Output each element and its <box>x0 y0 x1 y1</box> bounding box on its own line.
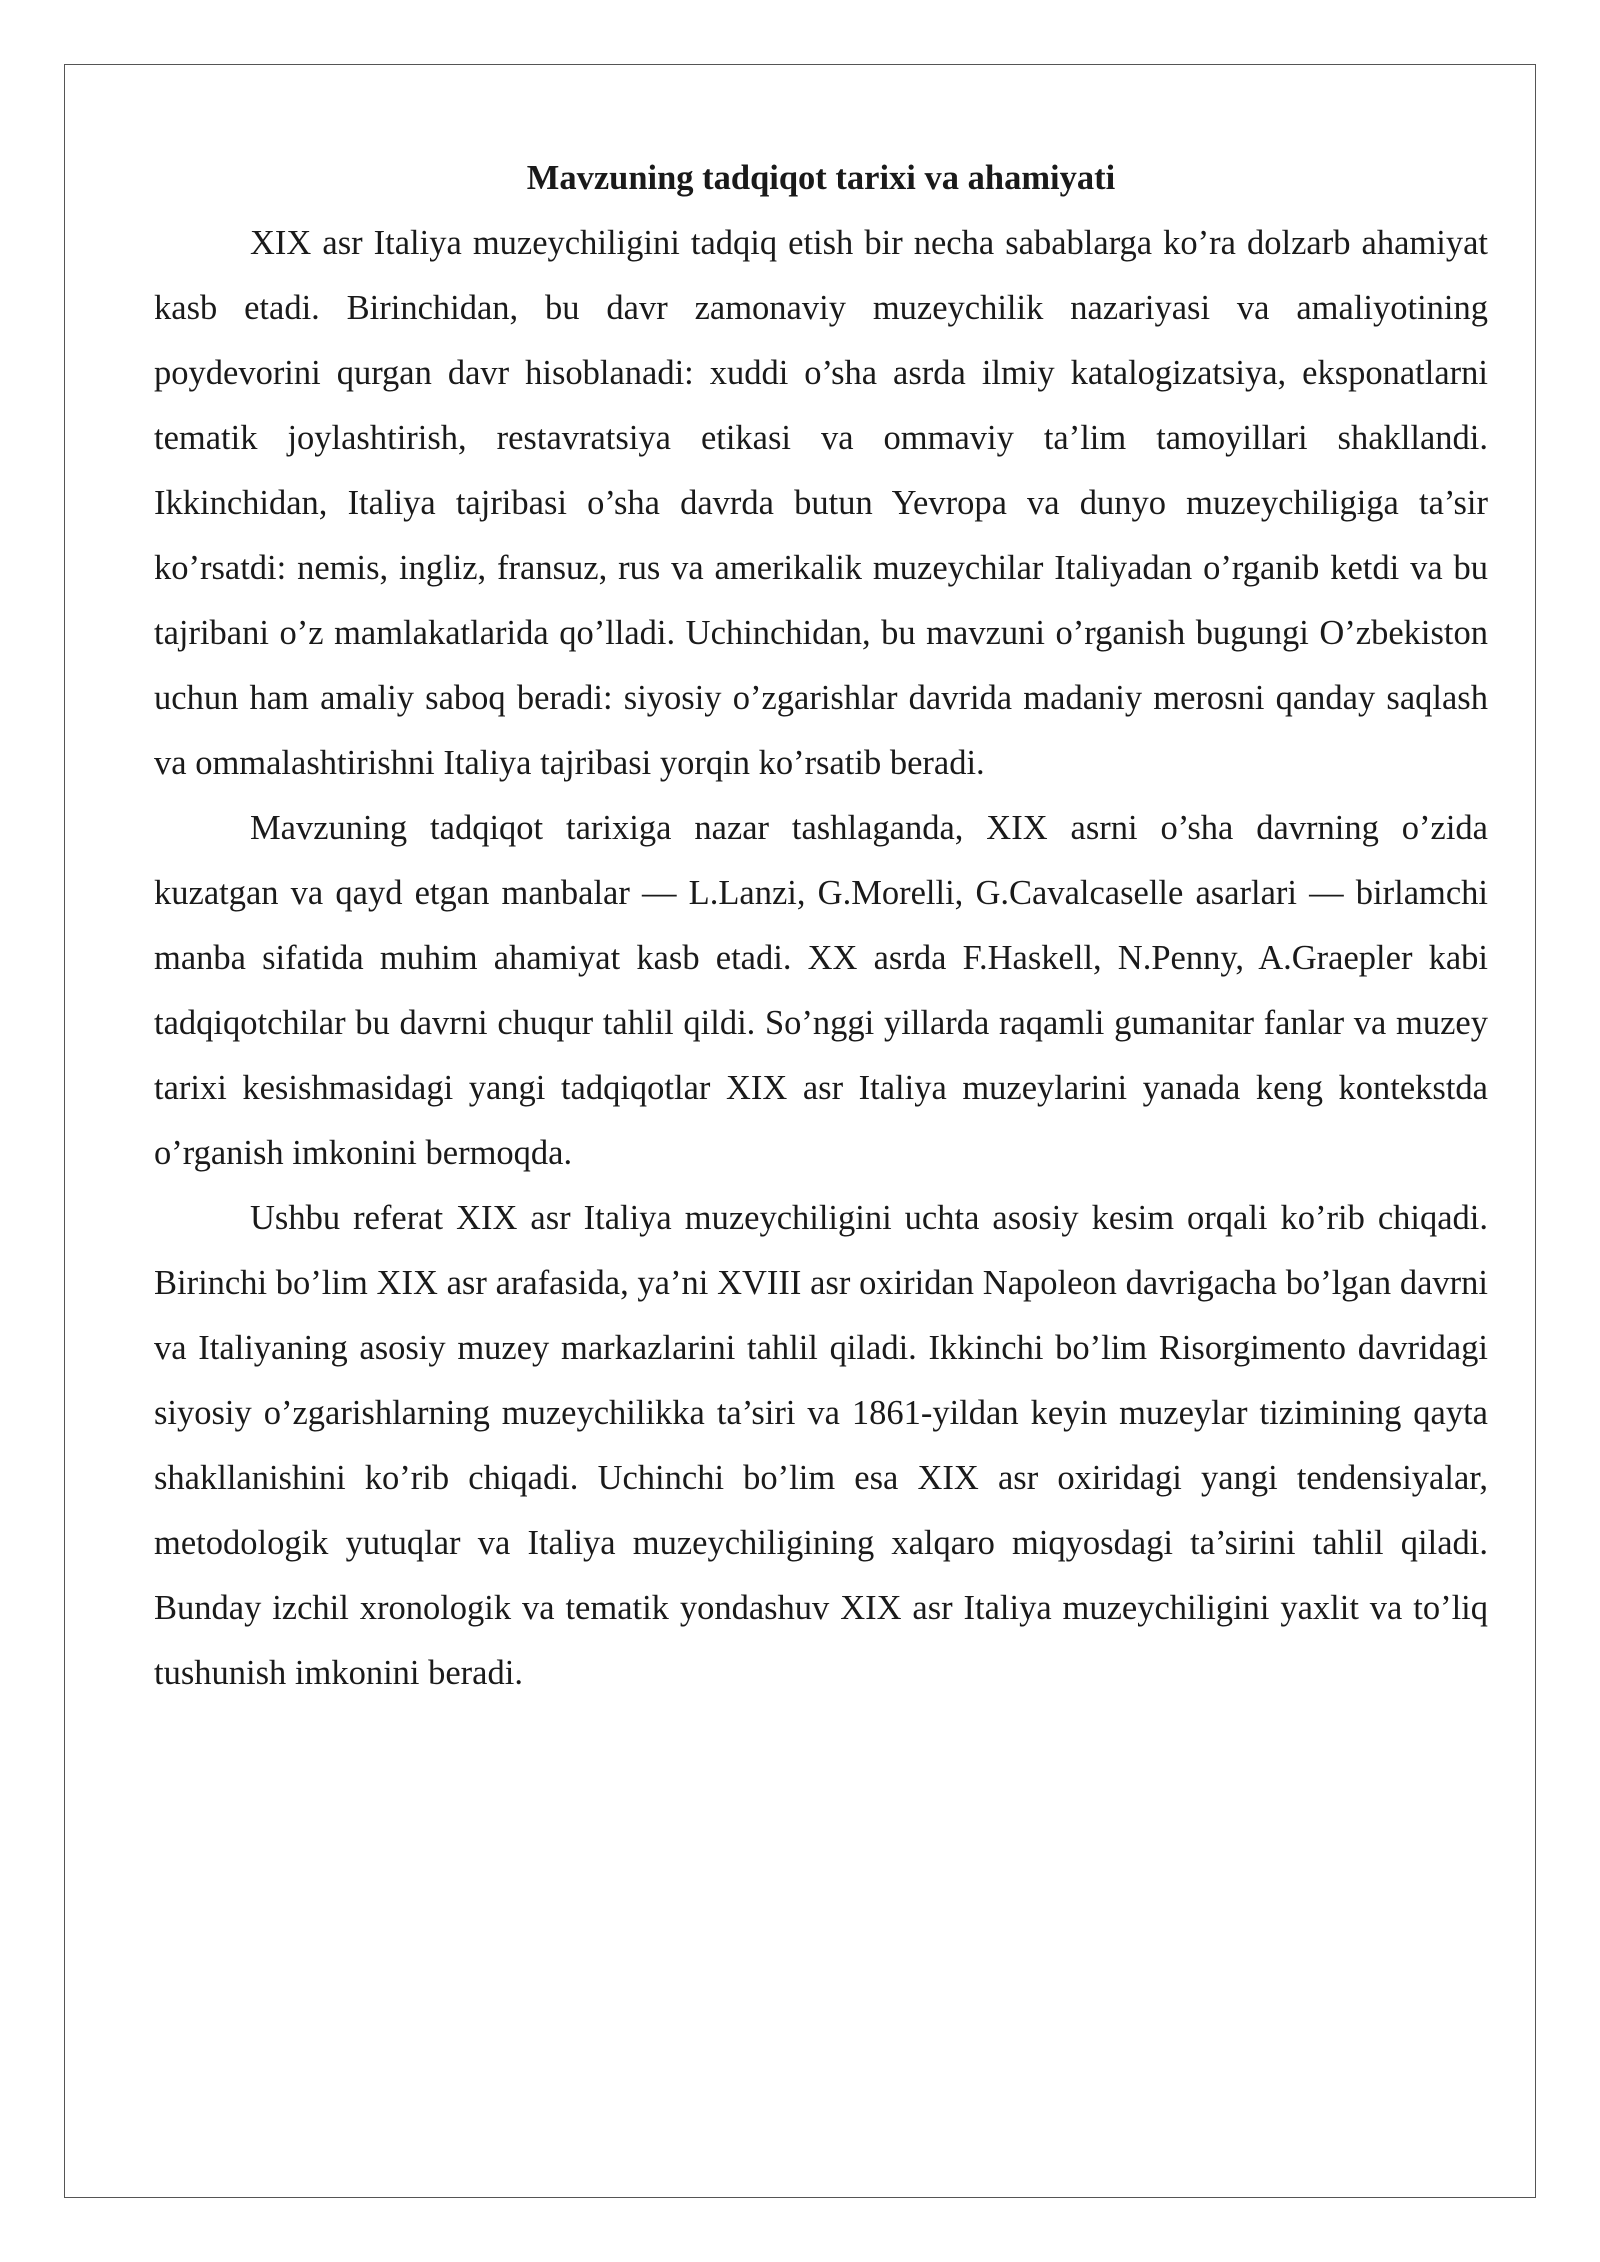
paragraph-structure: Ushbu referat XIX asr Italiya muzeychiligini uchta asosiy kesim orqali ko’rib chiqadi. Birinchi bo’lim XIX asr arafasida, ya’ni XVIII asr oxiridan Napoleon davrigacha bo’lgan davrni va Italiyaning asosiy muzey markazlarini tahlil qiladi. Ikkinchi bo’lim Risorgimento davridagi siyosiy o’zgarishlarning muzeychilikka ta’siri va 1861-yildan keyin muzeylar tizimining qayta shakllanishini ko’rib chiqadi. Uchinchi bo’lim esa XIX asr oxiridagi yangi tendensiyalar, metodologik yutuqlar va Italiya muzeychiligining xalqaro miqyosdagi ta’sirini tahlil qiladi. Bunday izchil xronologik va tematik yondashuv XIX asr Italiya muzeychiligini yaxlit va to’liq tushunish imkonini beradi. <box>154 1199 1488 1692</box>
document-body <box>154 146 1488 1706</box>
paragraph-importance: XIX asr Italiya muzeychiligini tadqiq etish bir necha sabablarga ko’ra dolzarb ahamiyat kasb etadi. Birinchidan, bu davr zamonaviy muzeychilik nazariyasi va amaliyotining poydevorini qurgan davr hisoblanadi: xuddi o’sha asrda ilmiy katalogizatsiya, eksponatlarni tematik joylashtirish, restavratsiya etikasi va ommaviy ta’lim tamoyillari shakllandi. Ikkinchidan, Italiya tajribasi o’sha davrda butun Yevropa va dunyo muzeychiligiga ta’sir ko’rsatdi: nemis, ingliz, fransuz, rus va amerikalik muzeychilar Italiyadan o’rganib ketdi va bu tajribani o’z mamlakatlarida qo’lladi. Uchinchidan, bu mavzuni o’rganish bugungi O’zbekiston uchun ham amaliy saboq beradi: siyosiy o’zgarishlar davrida madaniy merosni qanday saqlash va ommalashtirishni Italiya tajribasi yorqin ko’rsatib beradi. <box>154 224 1488 782</box>
paragraph-research-history: Mavzuning tadqiqot tarixiga nazar tashlaganda, XIX asrni o’sha davrning o’zida kuzatgan va qayd etgan manbalar — L.Lanzi, G.Morelli, G.Cavalcaselle asarlari — birlamchi manba sifatida muhim ahamiyat kasb etadi. XX asrda F.Haskell, N.Penny, A.Graepler kabi tadqiqotchilar bu davrni chuqur tahlil qildi. So’nggi yillarda raqamli gumanitar fanlar va muzey tarixi kesishmasidagi yangi tadqiqotlar XIX asr Italiya muzeylarini yanada keng kontekstda o’rganish imkonini bermoqda. <box>154 809 1488 1172</box>
document-title: Mavzuning tadqiqot tarixi va ahamiyati <box>526 159 1116 197</box>
